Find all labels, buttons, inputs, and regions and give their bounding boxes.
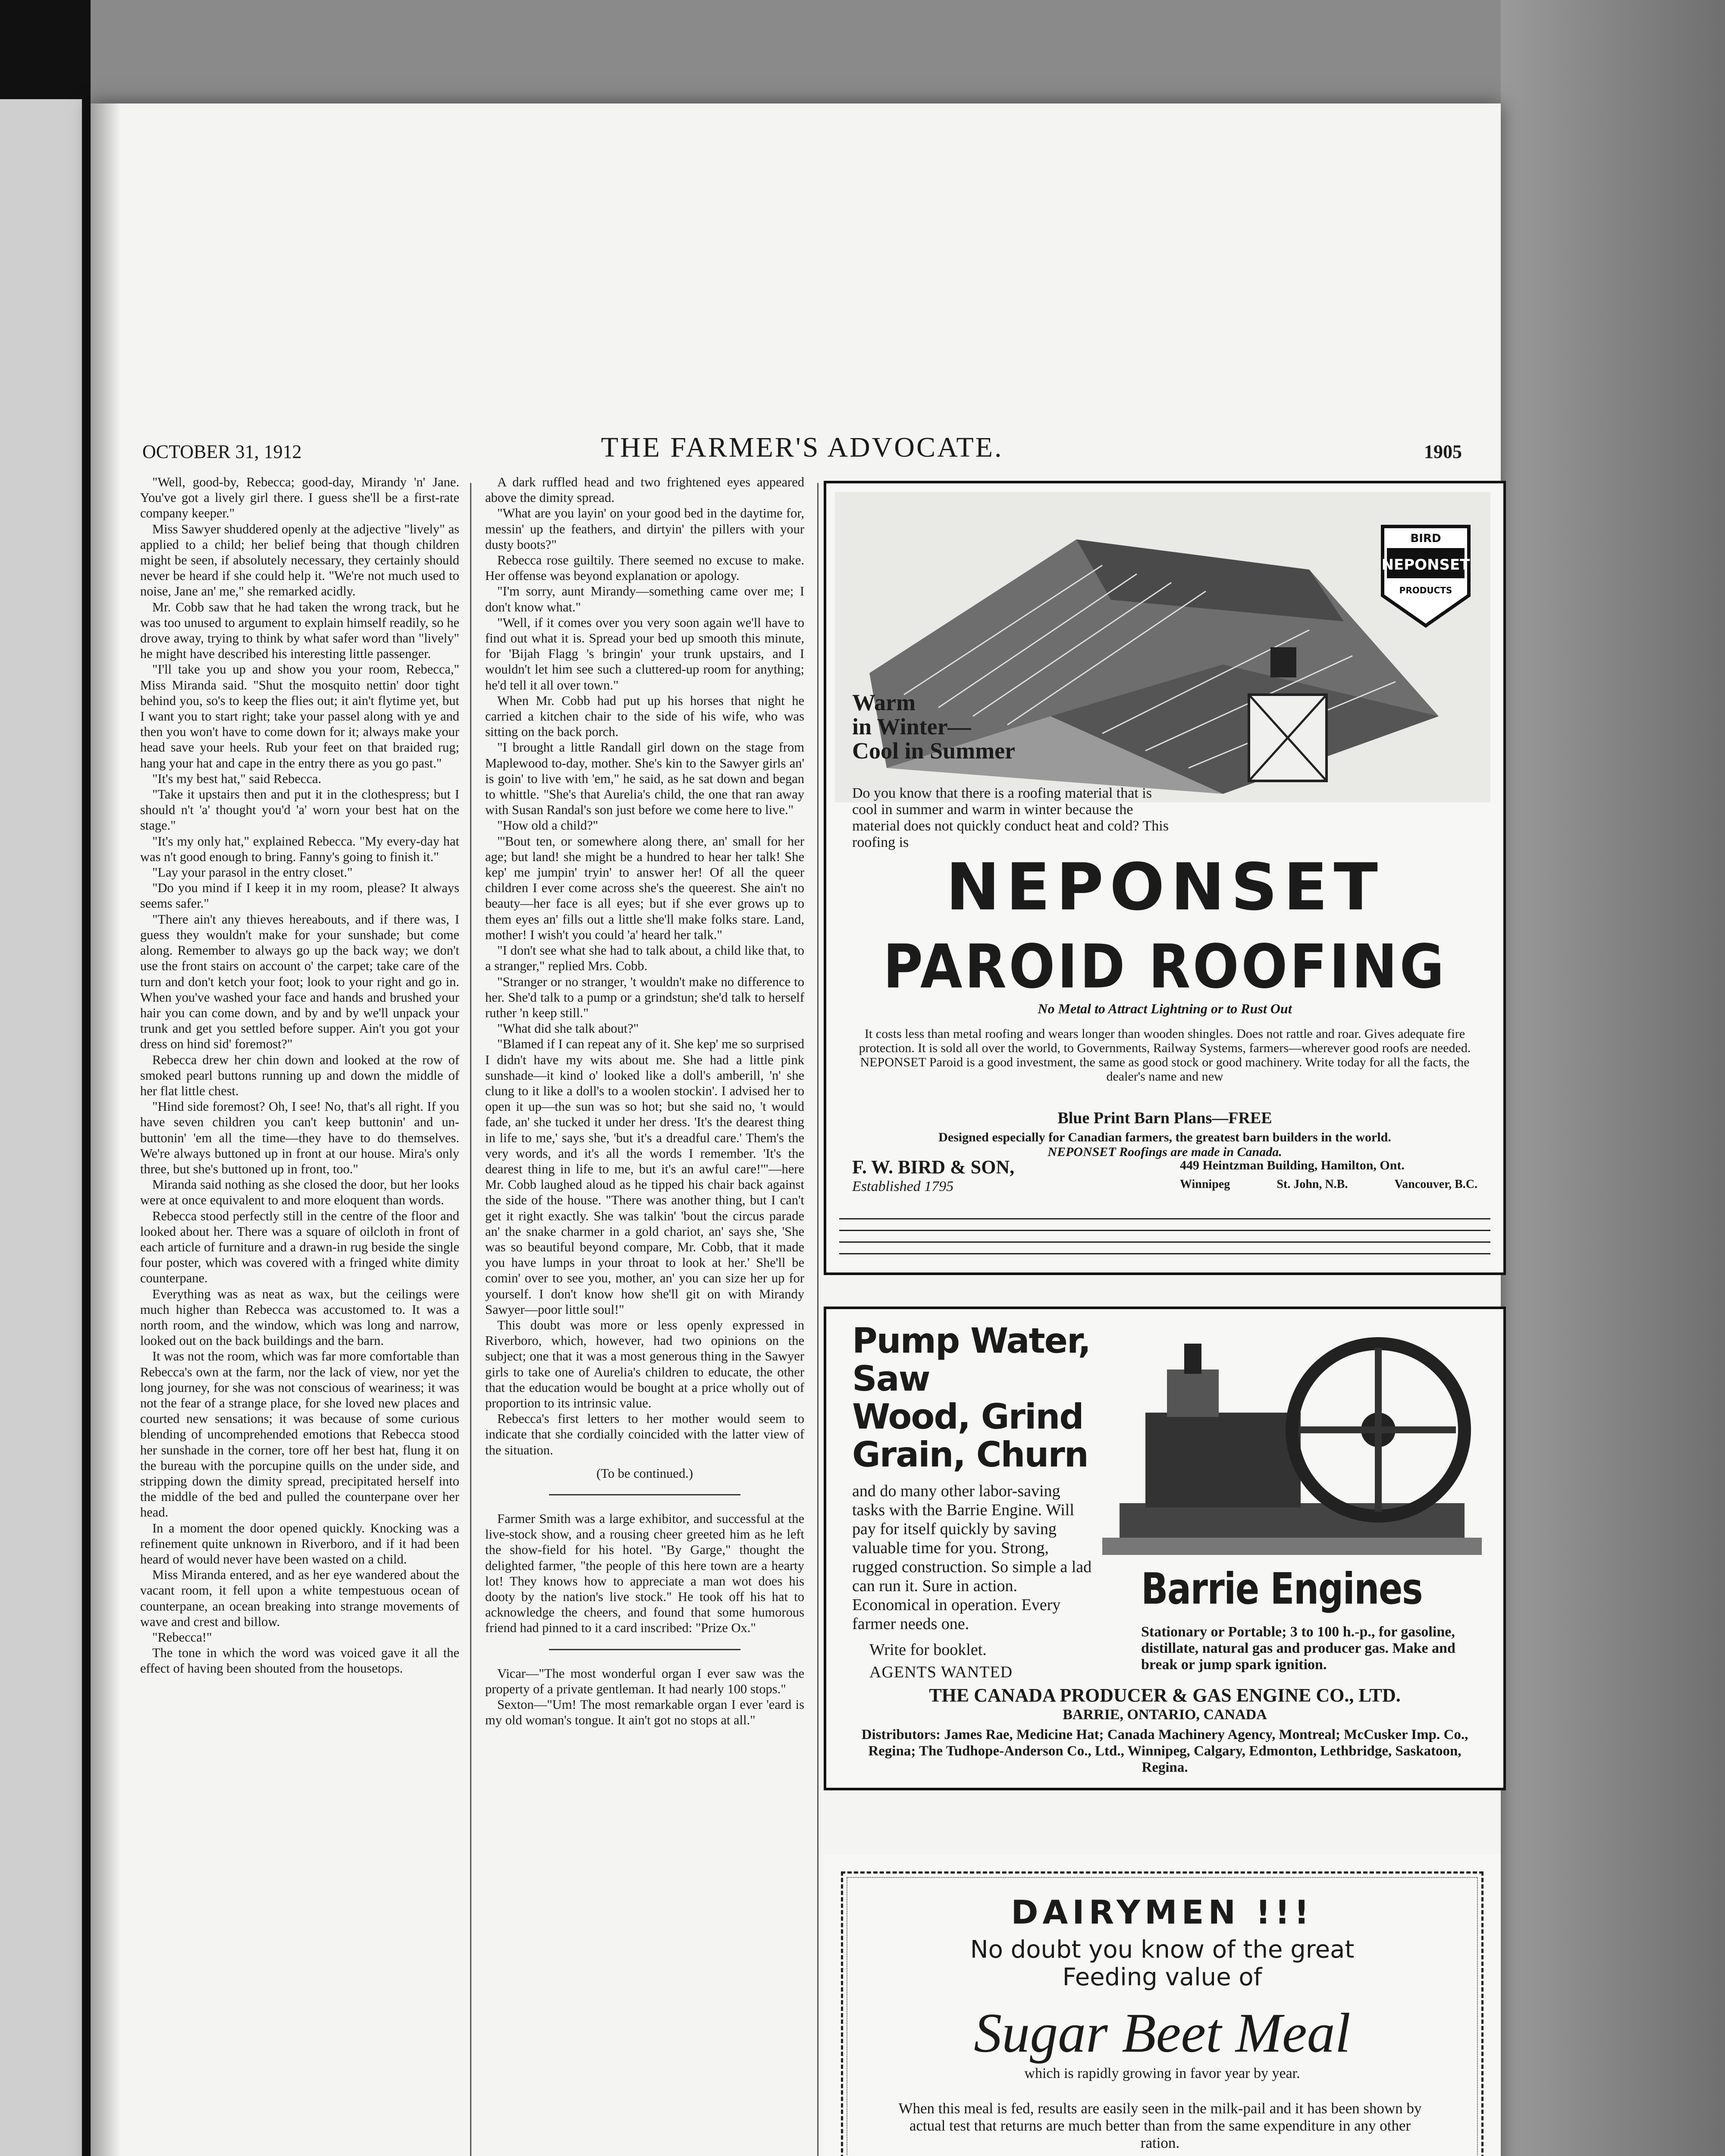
city-vancouver: Vancouver, B.C.	[1394, 1178, 1477, 1191]
sugar-beet-meal-title: Sugar Beet Meal	[974, 2002, 1351, 2064]
neponset-intro: Do you know that there is a roofing material that is cool in summer and warm in winter because the material does not quickly conduct heat and cold? This roofing is	[852, 785, 1169, 850]
designed-line: Designed especially for Canadian farmers, the greatest barn builders in the world.	[938, 1130, 1391, 1144]
scan-background-right	[1501, 0, 1725, 2156]
story-paragraph: "How old a child?"	[497, 818, 599, 833]
story-paragraph: Rebecca's first letters to her mother would seem to indicate that she cordially coincided with the latter view of the situation.	[485, 1411, 804, 1457]
agents-wanted: AGENTS WANTED	[869, 1663, 1013, 1681]
anecdote-paragraph: Sexton—"Um! The most remarkable organ I ever 'eard is my old woman's tongue. It ain't got no stops at all."	[485, 1697, 804, 1728]
neponset-desc-1: It costs less than metal roofing and wears longer than wooden shingles. Does not rattle and roar. Gives adequate fire protection. It is sold all over the world, to Governments, Railway Systems, farmers—wherever good roofs are needed.	[859, 1027, 1471, 1055]
story-paragraph: It was not the room, which was far more comfortable than Rebecca's own at the farm, nor the lack of view, nor yet the long journey, for she was not conscious of weariness; it was not the fear of a strange place, for she loved new places and courted new sensations; it was because of some curious blending of uncomprehended emotions that Rebecca stood her sunshade in the corner, tore off her best hat, flung it on the bureau with the porcupine quills on the under side, and stripping down the dimity spread, precipitated herself into the middle of the bed and pulled the counterpane over her head.	[140, 1349, 459, 1520]
story-paragraph: Miss Sawyer shuddered openly at the adjective "lively" as applied to a child; her belief being that though children might be seen, if absolutely necessary, they certainly should never be heard if she could help it. "We're not much used to noise, Jane an' me," she remarked acidly.	[140, 521, 459, 599]
logo-bottom-text: PRODUCTS	[1399, 585, 1452, 595]
barrie-distributors: Distributors: James Rae, Medicine Hat; Canada Machinery Agency, Montreal; McCusker Imp. Co., Regina; The Tudhope-Anderson Co., Ltd., Winnipeg, Calgary, Edmonton, Lethbridge, Saskatoon, Regina.	[861, 1727, 1468, 1775]
story-paragraph: When Mr. Cobb had put up his horses that night he carried a kitchen chair to the side of his wife, who was sitting on the back porch.	[485, 693, 804, 740]
decorative-rules	[839, 1212, 1490, 1264]
story-column-2	[485, 474, 804, 2156]
story-paragraph: Miranda said nothing as she closed the door, but her looks were at once equivalent to and more eloquent than words.	[140, 1177, 459, 1208]
neponset-slogan: No Metal to Attract Lightning or to Rust Out	[1038, 1001, 1292, 1016]
story-paragraph: This doubt was more or less openly expressed in Riverboro, which, however, had two opinions on the subject; one that it was a most generous thing in the Sawyer girls to take one of Aurelia's children to educate, the other that the education would be bought at a price wholly out of proportion to its intrinsic value.	[485, 1317, 804, 1410]
story-paragraph: "Well, good-by, Rebecca; good-day, Mirandy 'n' Jane. You've got a lively girl there. I guess she'll be a first-rate company keeper."	[140, 475, 459, 521]
story-paragraph: A dark ruffled head and two frightened eyes appeared above the dimity spread.	[485, 475, 804, 505]
story-paragraph: In a moment the door opened quickly. Knocking was a refinement quite unknown in Riverboro, and if it had been heard of would never have been wasted on a child.	[140, 1520, 459, 1567]
neponset-company: F. W. BIRD & SON,	[852, 1156, 1015, 1178]
barrie-headline	[852, 1322, 1128, 1474]
made-in-canada-line: NEPONSET Roofings are made in Canada.	[1048, 1145, 1282, 1159]
logo-top-text: BIRD	[1410, 532, 1441, 545]
subtitle-line: Feeding value of	[1062, 1963, 1262, 1991]
story-paragraph: "Stranger or no stranger, 't wouldn't make no difference to her. She'd talk to a pump or a grindstun; she'd talk to herself ruther 'n keep still."	[485, 974, 804, 1020]
engine-illustration	[1102, 1318, 1482, 1559]
headline-line: Grain, Churn	[852, 1435, 1088, 1475]
barrie-body: and do many other labor-saving tasks with the Barrie Engine. Will pay for itself quickly by saving valuable time for you. Strong, rugged construction. So simple a lad can run it. Sure in action. Economical in operation. Every farmer needs one.	[852, 1482, 1092, 1633]
story-paragraph: "Blamed if I can repeat any of it. She kep' me so surprised I didn't have my wits about me. She had a little pink sunshade—it kind o' looked like a doll's amberill, 'n' she clung to it like a doll's to a woolen stockin'. I advised her to open it up—the sun was so hot; but she said no, 't would fade, an' she tucked it under her dress. 'It's the dearest thing in life to me,' says she, 'but it's a dreadful care.' Them's the very words, and it's all the words I remember. 'It's the dearest thing in life to me, but it's an awful care!'"—here Mr. Cobb laughed aloud as he tipped his chair back against the side of the house. "There was another thing, but I can't get it right exactly. She was talkin' 'bout the circus parade an' the snake charmer in a gold chariot, an' says she, 'She was so beautiful beyond compare, Mr. Cobb, that it made you have lumps in your throat to look at her.' She'll be comin' over to see you, mother, an' you can size her up for yourself. I don't know how she'll git on with Mirandy Sawyer—poor little soul!"	[485, 1037, 804, 1317]
bird-neponset-logo	[1378, 518, 1473, 630]
dairymen-subtitle	[824, 1936, 1501, 1991]
story-paragraph: "Well, if it comes over you very soon again we'll have to find out what it is. Spread your bed up smooth this minute, for 'Bijah Flagg 's bringin' your trunk upstairs, and I wouldn't let him see such a cluttered-up room for anything; he'd tell it all over town."	[485, 615, 804, 693]
story-paragraph: Everything was as neat as wax, but the ceilings were much higher than Rebecca was accustomed to. It was a north room, and the window, which was long and narrow, looked out on the back buildings and the barn.	[140, 1286, 459, 1348]
story-paragraph: "I brought a little Randall girl down on the stage from Maplewood to-day, mother. She's kin to the Sawyer girls an' is goin' to live with 'em," he said, as he sat down and began to whittle. "She's that Aurelia's child, the one that ran away with Susan Randal's son just before we come here to live."	[485, 740, 804, 818]
gutter-shadow	[91, 103, 121, 2156]
winter-line: in Winter—	[852, 714, 971, 740]
neponset-address: 449 Heintzman Building, Hamilton, Ont.	[1180, 1158, 1405, 1172]
facing-page-edge	[0, 99, 82, 2156]
dairymen-tagline: which is rapidly growing in favor year by year.	[1024, 2065, 1300, 2081]
story-paragraph: Rebecca rose guiltily. There seemed no excuse to make. Her offense was beyond explanation or apology.	[485, 553, 804, 583]
city-winnipeg: Winnipeg	[1180, 1178, 1230, 1191]
newspaper-page	[91, 103, 1501, 2156]
designed-note	[826, 1130, 1503, 1159]
dairymen-paragraph: When this meal is fed, results are easily seen in the milk-pail and it has been shown by actual test that returns are much better than from the same expenditure in any other ration.	[898, 2100, 1422, 2151]
neponset-roofing-ad	[824, 481, 1506, 1275]
subtitle-line: No doubt you know of the great	[970, 1936, 1355, 1964]
story-paragraph: Rebecca drew her chin down and looked at the row of smoked pearl buttons running up and down the middle of her flat little chest.	[140, 1052, 459, 1098]
story-paragraph: "Hind side foremost? Oh, I see! No, that's all right. If you have seven children you can't keep buttonin' and un-buttonin' 'em all the time—they have to do themselves. We're always buttoned up in front at our house. Mira's only three, but she's buttoned up in front, too."	[140, 1099, 459, 1176]
neponset-established: Established 1795	[852, 1178, 954, 1194]
story-paragraph: "'Bout ten, or somewhere along there, an' small for her age; but land! she might be a hundred to hear her talk! She kep' me jumpin' tryin' to answer her! Of all the queer children I ever come across she's the queerest. She ain't no beauty—her face is all eyes; but if she ever grows up to them eyes an' fills out a little she'll make folks stare. Land, mother! I wish't you could 'a' heard her talk."	[485, 834, 804, 942]
story-paragraph: "I'm sorry, aunt Mirandy—something came over me; I don't know what."	[485, 584, 804, 614]
story-paragraph: "Take it upstairs then and put it in the clothespress; but I should n't 'a' thought you'd 'a' worn your best hat on the stage."	[140, 787, 459, 833]
barrie-engines-brand: Barrie Engines	[1141, 1564, 1423, 1614]
write-for-booklet: Write for booklet.	[869, 1641, 987, 1659]
neponset-description	[852, 1027, 1477, 1084]
story-paragraph: The tone in which the word was voiced gave it all the effect of having been shouted from the housetops.	[140, 1645, 459, 1676]
story-paragraph: Miss Miranda entered, and as her eye wandered about the vacant room, it fell upon a white tempestuous ocean of counterpane, an ocean breaking into strange movements of wave and crest and billow.	[140, 1567, 459, 1629]
story-divider	[549, 1494, 740, 1495]
city-st-john: St. John, N.B.	[1276, 1178, 1348, 1191]
story-paragraph: "I don't see what she had to talk about, a child like that, to a stranger," replied Mrs. Cobb.	[485, 943, 804, 974]
story-paragraph: "It's my best hat," said Rebecca.	[152, 771, 322, 786]
story-paragraph: Rebecca stood perfectly still in the centre of the floor and looked about her. There was a square of oilcloth in front of each article of furniture and a drawn-in rug beside the single four poster, which was covered with a fringed white dimity counterpane.	[140, 1208, 459, 1286]
story-paragraph: "Rebecca!"	[152, 1630, 212, 1645]
masthead-title: THE FARMER'S ADVOCATE.	[601, 432, 1004, 463]
story-paragraph: "Do you mind if I keep it in my room, please? It always seems safer."	[140, 881, 459, 911]
blue-print-offer: Blue Print Barn Plans—FREE	[1057, 1109, 1272, 1127]
anecdote-paragraph: Vicar—"The most wonderful organ I ever saw was the property of a private gentleman. It had nearly 100 stops."	[485, 1666, 804, 1696]
paroid-roofing-title: PAROID ROOFING	[883, 932, 1447, 1002]
story-paragraph: "It's my only hat," explained Rebecca. "My every-day hat was n't good enough to bring. Fanny's going to finish it."	[140, 834, 459, 864]
dairymen-title: DAIRYMEN !!!	[1011, 1893, 1314, 1931]
warm-line: Warm	[852, 689, 916, 715]
story-divider	[549, 1649, 740, 1650]
neponset-brand: NEPONSET	[946, 850, 1384, 925]
story-paragraph: "Lay your parasol in the entry closet."	[152, 865, 353, 880]
column-rule	[817, 483, 819, 2156]
anecdote-paragraph: Farmer Smith was a large exhibitor, and successful at the live-stock show, and a rousing cheer greeted him as he left the show-field for his hotel. "By Garge," thought the delighted farmer, "the people of this here town are a hearty lot! They knows how to appreciate a man wot does his dooty by the nation's live stock." He took off his hat to acknowledge the cheers, and found that some humorous friend had pinned to it a card inscribed: "Prize Ox."	[485, 1511, 804, 1636]
barrie-location: BARRIE, ONTARIO, CANADA	[1063, 1707, 1267, 1723]
column-rule	[470, 483, 471, 2156]
story-paragraph: Mr. Cobb saw that he had taken the wrong track, but he was too unused to argument to explain himself readily, so he drove away, trying to think by what safer word than "lively" he might have described his interesting little passenger.	[140, 599, 459, 661]
dairymen-ad	[824, 1854, 1501, 2156]
barrie-engines-ad	[824, 1307, 1506, 1790]
cool-line: Cool in Summer	[852, 738, 1015, 764]
headline-line: Wood, Grind	[852, 1397, 1083, 1437]
neponset-cities	[1180, 1178, 1477, 1191]
story-paragraph: "What are you layin' on your good bed in the daytime for, messin' up the feathers, and dirtyin' the pillers with your dusty boots?"	[485, 506, 804, 552]
issue-date: OCTOBER 31, 1912	[142, 441, 302, 462]
logo-brand-text: NEPONSET	[1381, 556, 1470, 573]
barrie-company: THE CANADA PRODUCER & GAS ENGINE CO., LTD.	[929, 1685, 1401, 1706]
story-column-1	[140, 474, 459, 2156]
story-paragraph: "There ain't any thieves hereabouts, and if there was, I guess they wouldn't make for your sunshade; but come along. Remember to always go up the back way; we don't use the front stairs on account o' the carpet; take care of the turn and don't ketch your foot; look to your right and go in. When you've washed your face and hands and brushed your hair you can come down, and by and by we'll unpack your trunk and get you settled before supper. Ain't you got your dress on hind sid' foremost?"	[140, 912, 459, 1052]
to-be-continued: (To be continued.)	[596, 1466, 693, 1481]
page-number: 1905	[1424, 441, 1462, 462]
neponset-desc-2: NEPONSET Paroid is a good investment, the same as good stock or good machinery. Write today for all the facts, the dealer's name and new	[860, 1055, 1470, 1084]
headline-line: Pump Water, Saw	[852, 1321, 1091, 1399]
barrie-specs: Stationary or Portable; 3 to 100 h.-p., for gasoline, distillate, natural gas and producer gas. Make and break or jump spark ignition.	[1141, 1624, 1455, 1673]
story-paragraph: "What did she talk about?"	[497, 1021, 639, 1036]
page-header	[142, 431, 1462, 470]
story-paragraph: "I'll take you up and show you your room, Rebecca," Miss Miranda said. "Shut the mosquito nettin' door tight behind you, so's to keep the flies out; it ain't flytime yet, but I want you to start right; take your passel along with ye and then you won't have to come down for it; always make your head save your heels. Rub your feet on that braided rug; hang your hat and cape in the entry there as you go past."	[140, 662, 459, 771]
warm-headline	[852, 690, 1015, 763]
